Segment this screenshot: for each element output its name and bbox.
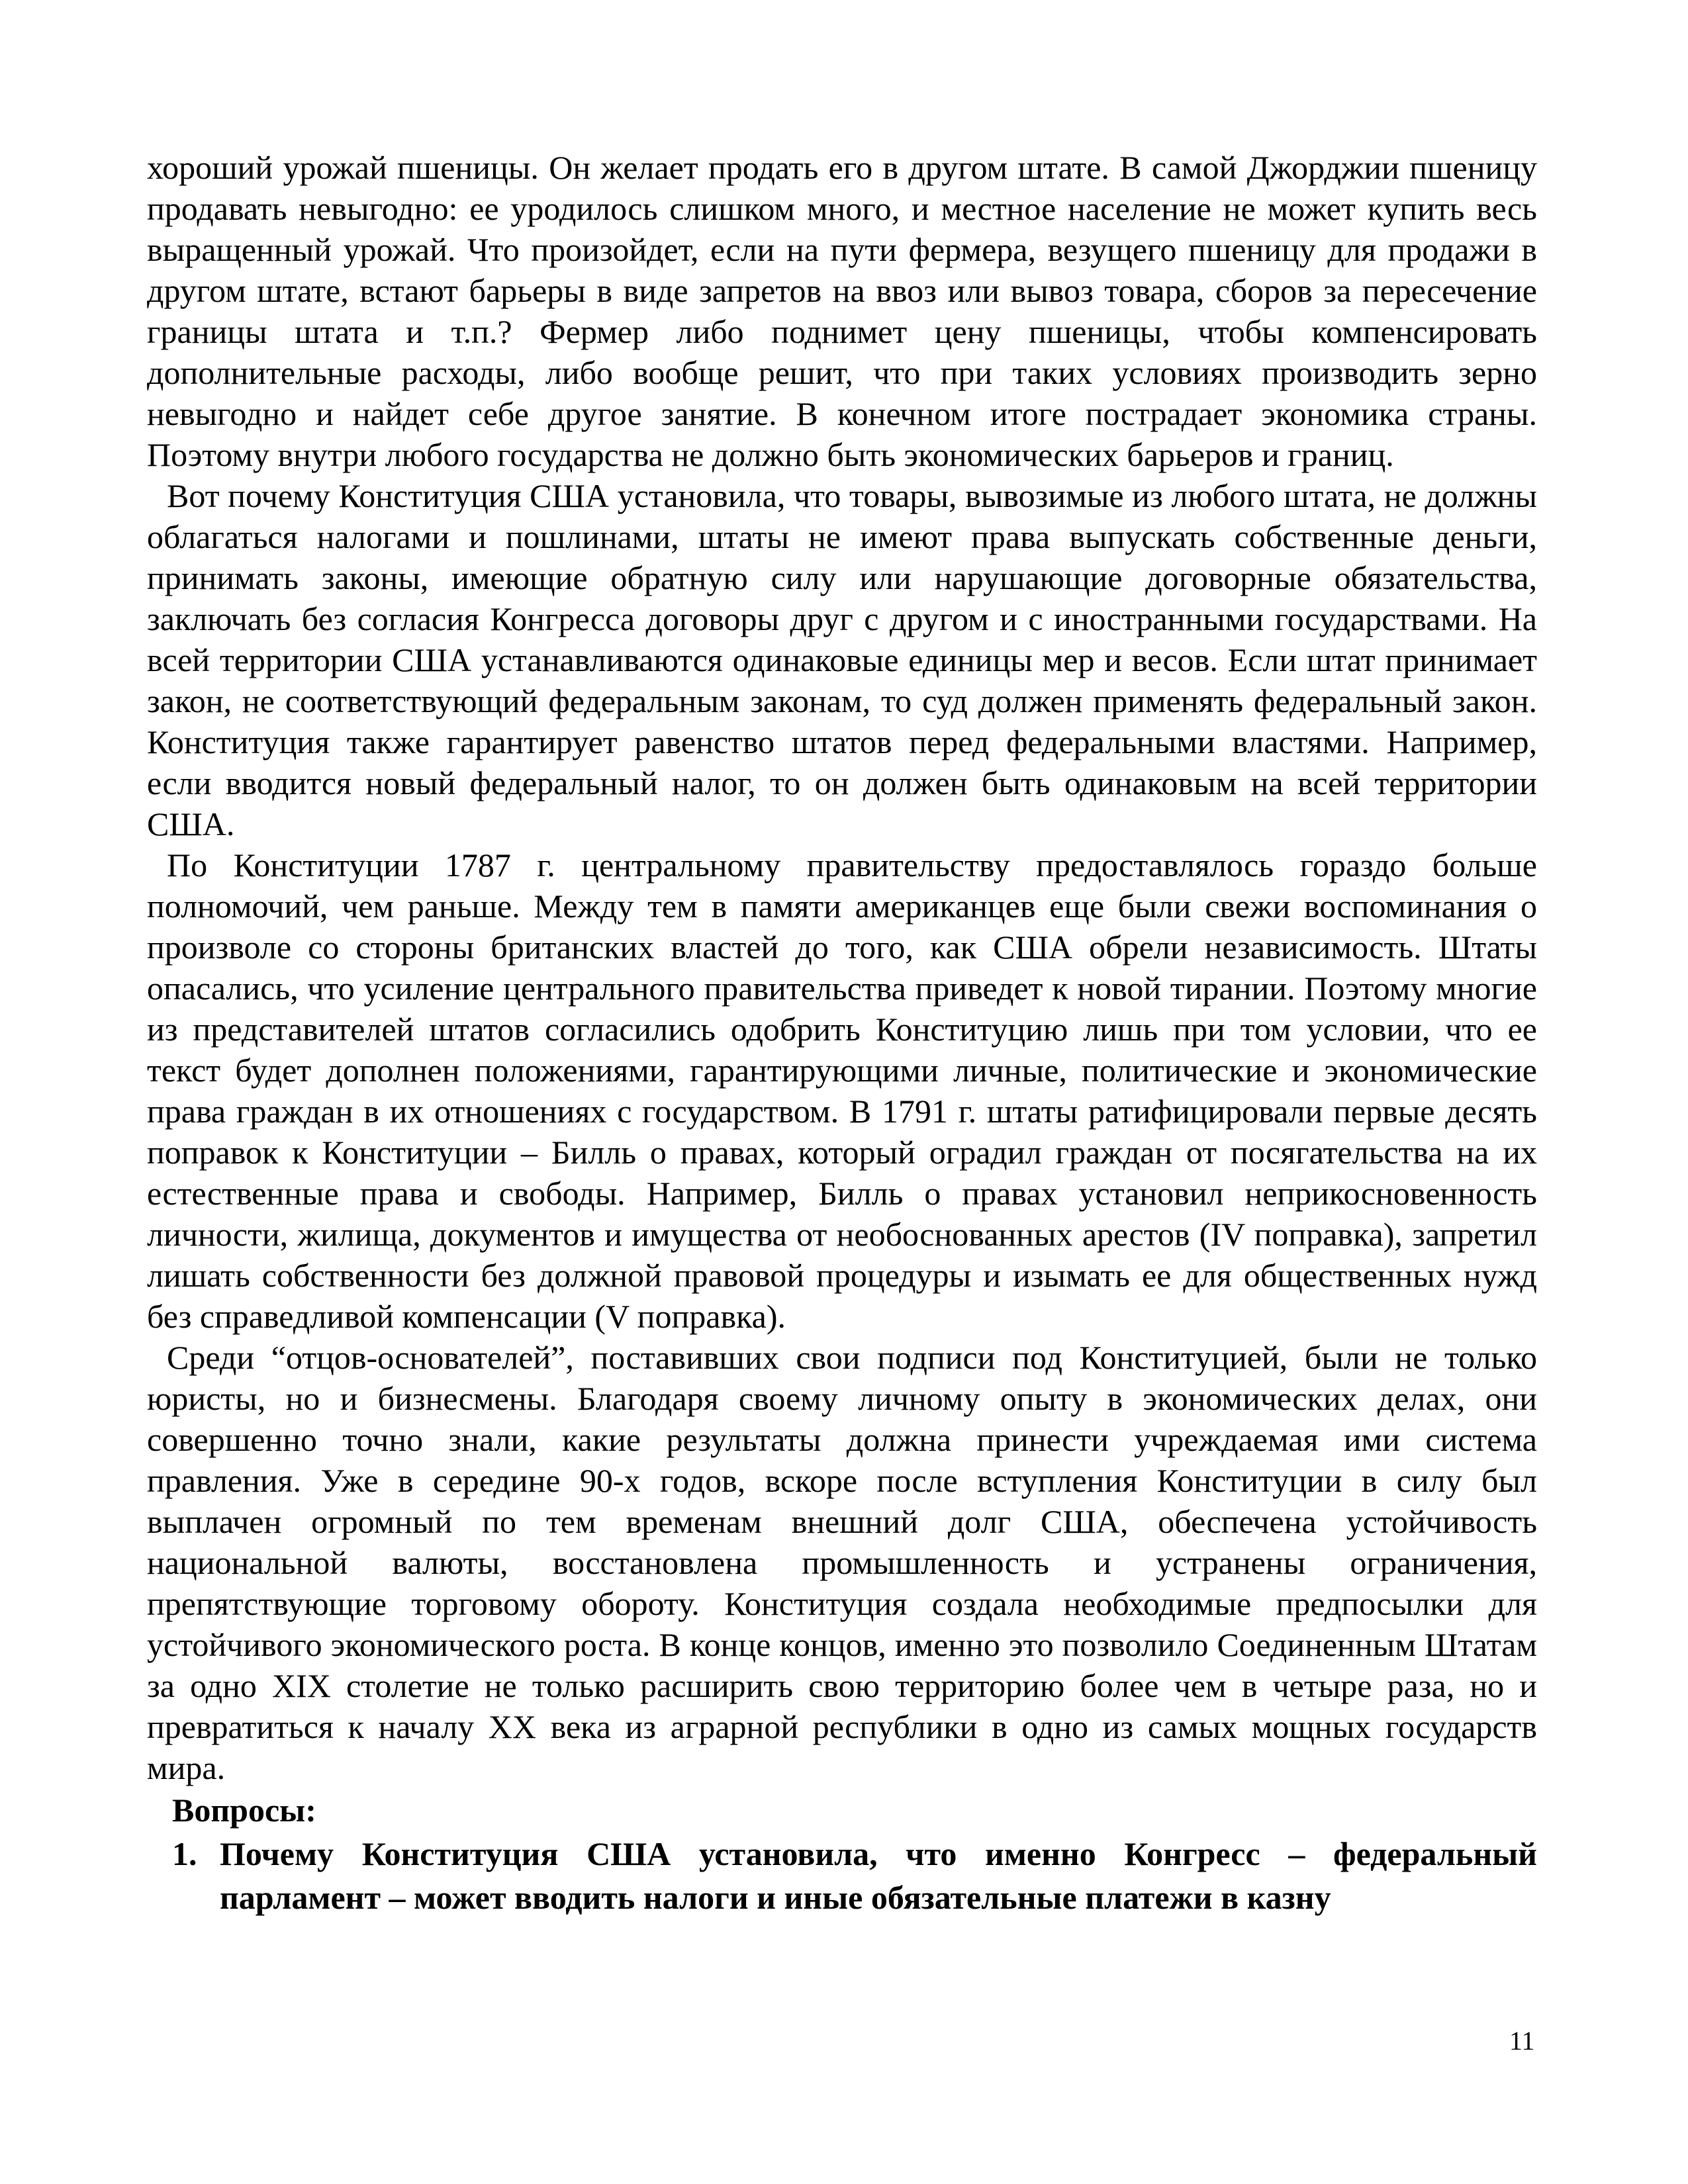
questions-list (147, 1832, 1537, 1919)
paragraph-3: По Конституции 1787 г. центральному правительству предоставлялось гораздо больше полномочий, чем раньше. Между тем в памяти американцев еще были свежи воспоминания о произволе со стороны британских властей до того, как США обрели независимость. Штаты опасались, что усиление центрального правительства приведет к новой тирании. Поэтому многие из представителей штатов согласились одобрить Конституцию лишь при том условии, что ее текст будет дополнен положениями, гарантирующими личные, политические и экономические права граждан в их отношениях с государством. В 1791 г. штаты ратифицировали первые десять поправок к Конституции – Билль о правах, который оградил граждан от посягательства на их естественные права и свободы. Например, Билль о правах установил неприкосновенность личности, жилища, документов и имущества от необоснованных арестов (IV поправка), запретил лишать собственности без должной правовой процедуры и изымать ее для общественных нужд без справедливой компенсации (V поправка). (147, 846, 1537, 1335)
questions-heading: Вопросы: (172, 1792, 316, 1829)
paragraph-4: Среди “отцов-основателей”, поставивших свои подписи под Конституцией, были не только юристы, но и бизнесмены. Благодаря своему личному опыту в экономических делах, они совершенно точно знали, какие результаты должна принести учреждаемая ими система правления. Уже в середине 90-х годов, вскоре после вступления Конституции в силу был выплачен огромный по тем временам внешний долг США, обеспечена устойчивость национальной валюты, восстановлена промышленность и устранены ограничения, препятствующие торговому обороту. Конституция создала необходимые предпосылки для устойчивого экономического роста. В конце концов, именно это позволило Соединенным Штатам за одно XIX столетие не только расширить свою территорию более чем в четыре раза, но и превратиться к началу XX века из аграрной республики в одно из самых мощных государств мира. (147, 1339, 1537, 1786)
question-number: 1. (172, 1835, 197, 1872)
question-item (147, 1832, 1537, 1919)
text-body (147, 147, 1537, 1919)
question-text: Почему Конституция США установила, что именно Конгресс – федеральный парламент – может вводить налоги и иные обязательные платежи в казну (220, 1835, 1537, 1916)
paragraph-2: Вот почему Конституция США установила, что товары, вывозимые из любого штата, не должны облагаться налогами и пошлинами, штаты не имеют права выпускать собственные деньги, принимать законы, имеющие обратную силу или нарушающие договорные обязательства, заключать без согласия Конгресса договоры друг с другом и с иностранными государствами. На всей территории США устанавливаются одинаковые единицы мер и весов. Если штат принимает закон, не соответствующий федеральным законам, то суд должен применять федеральный закон. Конституция также гарантирует равенство штатов перед федеральными властями. Например, если вводится новый федеральный налог, то он должен быть одинаковым на всей территории США. (147, 477, 1537, 842)
paragraph-1: хороший урожай пшеницы. Он желает продать его в другом штате. В самой Джорджии пшеницу продавать невыгодно: ее уродилось слишком много, и местное население не может купить весь выращенный урожай. Что произойдет, если на пути фермера, везущего пшеницу для продажи в другом штате, встают барьеры в виде запретов на ввоз или вывоз товара, сборов за пересечение границы штата и т.п.? Фермер либо поднимет цену пшеницы, чтобы компенсировать дополнительные расходы, либо вообще решит, что при таких условиях производить зерно невыгодно и найдет себе другое занятие. В конечном итоге пострадает экономика страны. Поэтому внутри любого государства не должно быть экономических барьеров и границ. (147, 149, 1537, 473)
page-number: 11 (1509, 2026, 1535, 2056)
